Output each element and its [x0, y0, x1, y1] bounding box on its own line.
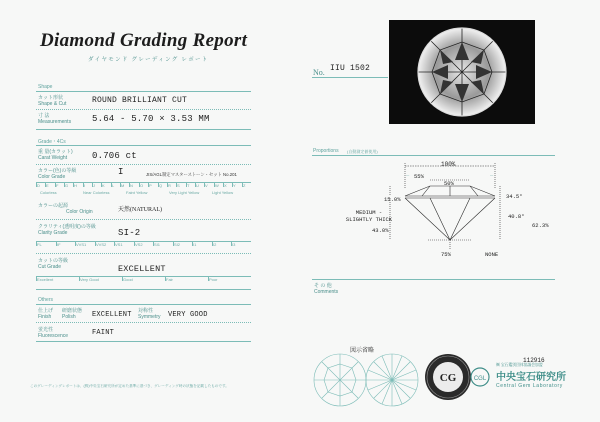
scale-label: I1: [193, 242, 197, 247]
shape-section-label: Shape: [38, 84, 53, 90]
svg-text:CG: CG: [439, 372, 457, 384]
crown-plot-icon: [312, 352, 368, 408]
total-depth: 62.3%: [532, 222, 549, 229]
polish-label-jp: 仕上げ: [38, 308, 54, 314]
cut-scale: [36, 276, 251, 286]
report-subtitle: ダイヤモンド グレーディング レポート: [88, 57, 209, 63]
cgl-logo-icon: [470, 366, 490, 388]
diagram-minor-label: —: [406, 173, 410, 177]
polish-value: EXCELLENT: [92, 311, 132, 319]
color-origin-value: 天然(NATURAL): [118, 207, 162, 213]
scale-label: L: [112, 183, 115, 188]
table-total: 100%: [441, 161, 456, 168]
divider: [312, 279, 555, 280]
diagram-minor-label: —: [490, 173, 494, 177]
divider: [36, 304, 251, 305]
scale-label: M: [121, 183, 125, 188]
scale-label: U: [196, 183, 199, 188]
color-scale: [36, 182, 251, 196]
issuer-name-en: Central Gem Laboratory: [496, 383, 563, 389]
measurements-label-jp: 寸 法: [38, 113, 50, 119]
polish-sub-jp: 研磨状態: [62, 308, 83, 314]
comments-label-en: Comments: [314, 289, 339, 295]
color-origin-label-en: Color Origin: [66, 209, 93, 215]
scale-label: H: [74, 183, 77, 188]
fluorescence-label-jp: 蛍光性: [38, 327, 54, 333]
scale-label: K: [102, 183, 105, 188]
scale-label: Fair: [166, 277, 173, 282]
cut-value: EXCELLENT: [118, 264, 166, 274]
scale-label: S: [177, 183, 180, 188]
scale-label: E: [46, 183, 49, 188]
plot-label: 図示省略: [350, 348, 375, 354]
scale-label: J: [93, 183, 95, 188]
svg-text:CGL: CGL: [473, 376, 487, 382]
scale-label: W: [215, 183, 219, 188]
color-origin-label-jp: カラーの起源: [38, 203, 69, 209]
carat-value: 0.706 ct: [92, 151, 137, 161]
fluorescence-value: FAINT: [92, 329, 115, 337]
proportions-diagram-svg: [350, 158, 550, 258]
scale-label: N: [130, 183, 133, 188]
color-label-en: Color Grade: [38, 174, 66, 180]
scale-range-label: Faint Yellow: [126, 190, 148, 195]
shape-value: ROUND BRILLIANT CUT: [92, 96, 188, 105]
scale-range-label: Colorless: [40, 190, 57, 195]
measurements-value: 5.64 - 5.70 × 3.53 MM: [92, 114, 210, 124]
scale-label: Q: [159, 183, 163, 188]
issuer-org-note: ㈱ 宝石鑑別団体協議会加盟: [496, 363, 543, 367]
scale-baseline: [36, 276, 251, 277]
scale-label: VS1: [115, 242, 123, 247]
shape-label-en: Shape & Cut: [38, 101, 67, 107]
divider: [36, 109, 251, 110]
scale-label: D: [37, 183, 40, 188]
culet: NONE: [485, 251, 499, 258]
symmetry-value: VERY GOOD: [168, 311, 208, 319]
plot-diagram-crown: [312, 352, 368, 408]
scale-label: I2: [213, 242, 217, 247]
clarity-value: SI-2: [118, 228, 141, 238]
lab-seal: [423, 352, 473, 402]
clarity-label-jp: クラリティ(透明度)の等級: [38, 224, 96, 230]
issuer-name-jp: 中央宝石研究所: [496, 372, 566, 383]
comments-label-jp: そ の 他: [314, 283, 332, 289]
divider: [36, 322, 251, 323]
scale-label: Good: [123, 277, 133, 282]
scale-range-label: Near Colorless: [83, 190, 110, 195]
scale-label: O: [140, 183, 144, 188]
girdle-thickness: MEDIUM - SLIGHTLY THICK: [345, 209, 393, 223]
polish-sub-en: Polish: [62, 314, 76, 320]
carat-label-en: Carat Weight: [38, 155, 68, 161]
table-pct: 55%: [414, 173, 424, 180]
diamond-photo-image: [389, 20, 535, 124]
scale-label: I: [84, 183, 86, 188]
divider: [36, 129, 251, 130]
grade-section-label: Grade・4Cs: [38, 139, 66, 145]
divider: [312, 155, 555, 156]
crown-angle: 34.5°: [506, 193, 523, 200]
shape-label-jp: カット形状: [38, 95, 63, 101]
scale-label: Poor: [209, 277, 218, 282]
cut-label-jp: カットの等級: [38, 258, 68, 264]
carat-label-jp: 重 量(カラット): [38, 149, 73, 155]
scale-label: IF: [57, 242, 61, 247]
fluorescence-label-en: Fluorescence: [38, 333, 69, 339]
scale-label: VVS2: [96, 242, 107, 247]
cgl-logo: [470, 366, 490, 388]
star-pct: 50%: [444, 180, 454, 187]
color-value: I: [118, 167, 124, 177]
diamond-photo: [389, 20, 535, 124]
divider: [36, 253, 251, 254]
seal-icon: [423, 352, 473, 402]
pavilion-plot-icon: [364, 352, 420, 408]
scale-range-label: Light Yellow: [212, 190, 234, 195]
divider: [36, 219, 251, 220]
pavilion-angle: 40.8°: [508, 213, 525, 220]
divider: [36, 91, 251, 92]
scale-label: Y: [233, 183, 236, 188]
proportions-label: Proportions: [313, 148, 339, 154]
report-title: Diamond Grading Report: [40, 30, 248, 51]
scale-label: Very Good: [80, 277, 99, 282]
proportions-note: (自動測定値使用): [347, 149, 378, 154]
divider: [36, 341, 251, 342]
color-reference-note: JIS/AGL制定マスターストーン・セット No.201: [146, 172, 237, 177]
plot-diagram-pavilion: [364, 352, 420, 408]
polish-label-en: Finish: [38, 314, 52, 320]
scale-label: FL: [37, 242, 42, 247]
divider: [36, 145, 251, 146]
crown-height: 15.0%: [384, 196, 401, 203]
clarity-label-en: Clarity Grade: [38, 230, 68, 236]
color-label-jp: カラー(色)の等級: [38, 168, 77, 174]
footer-note: このグレーディングレポートは、(株)中央宝石研究所が定めた基準に基づき、グレーディング時の状態を記載したものです。: [30, 384, 229, 388]
scale-range-label: Very Light Yellow: [169, 190, 200, 195]
clarity-scale: [36, 241, 251, 249]
others-section-label: Others: [38, 297, 54, 303]
scale-label: VVS1: [76, 242, 87, 247]
serial-number: 112916: [523, 357, 545, 364]
proportions-diagram: [350, 158, 550, 258]
scale-label: P: [149, 183, 152, 188]
lower-half: 75%: [441, 251, 451, 258]
scale-label: VS2: [135, 242, 143, 247]
scale-label: R: [168, 183, 171, 188]
report-number-value: IIU 1502: [330, 64, 371, 73]
scale-label: Excellent: [37, 277, 54, 282]
symmetry-label-en: Symmetry: [138, 314, 161, 320]
divider: [36, 164, 251, 165]
scale-label: G: [65, 183, 69, 188]
divider: [36, 289, 251, 290]
measurements-label-en: Measurements: [38, 119, 72, 125]
divider: [312, 77, 388, 78]
scale-label: I3: [232, 242, 236, 247]
report-number-label: No.: [313, 68, 325, 77]
pavilion-depth: 43.0%: [372, 227, 389, 234]
scale-label: X: [224, 183, 227, 188]
scale-label: Z: [243, 183, 246, 188]
scale-label: F: [56, 183, 59, 188]
cut-label-en: Cut Grade: [38, 264, 62, 270]
symmetry-label-jp: 対称性: [138, 308, 154, 314]
scale-label: T: [187, 183, 190, 188]
scale-baseline: [36, 241, 251, 242]
scale-label: V: [205, 183, 208, 188]
scale-label: SI1: [154, 242, 161, 247]
scale-label: SI2: [174, 242, 181, 247]
